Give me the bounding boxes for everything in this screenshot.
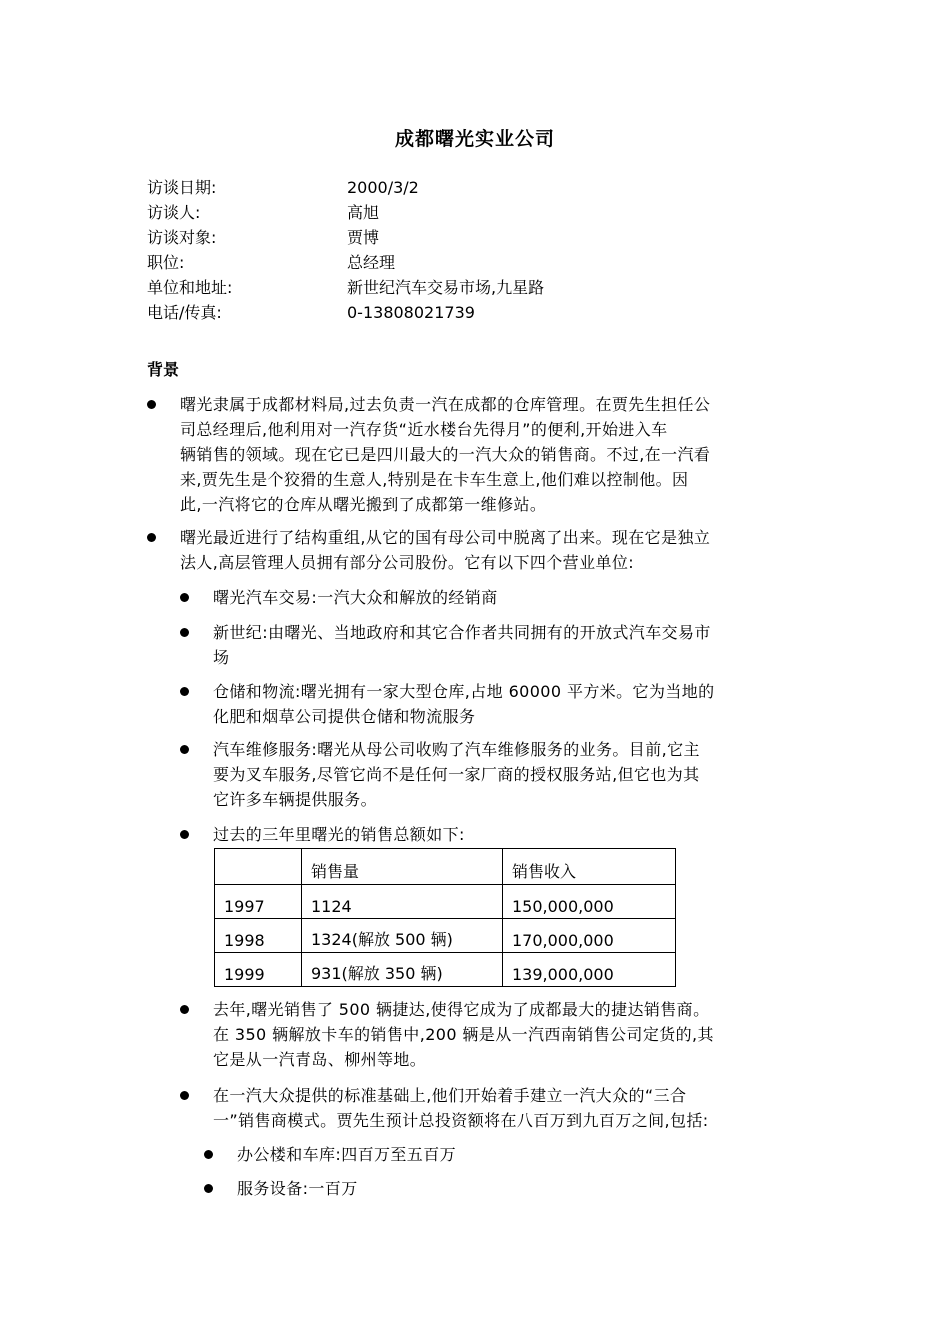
bullet-line: 去年,曙光销售了 500 辆捷达,使得它成为了成都最大的捷达销售商。 xyxy=(213,1000,710,1019)
table-cell-revenue: 139,000,000 xyxy=(503,953,676,987)
bullet-dot-icon xyxy=(180,628,189,637)
table-cell-volume: 1124 xyxy=(302,885,503,919)
bullet-line: 在一汽大众提供的标准基础上,他们开始着手建立一汽大众的“三合 xyxy=(213,1086,687,1105)
table-row xyxy=(215,885,676,919)
table-row xyxy=(215,953,676,987)
bullet-text xyxy=(213,585,813,610)
bullet-dot-icon xyxy=(180,1005,189,1014)
bullet-dot-icon xyxy=(180,687,189,696)
bullet-line: 曙光隶属于成都材料局,过去负责一汽在成都的仓库管理。在贾先生担任公 xyxy=(180,395,711,414)
meta-row-address xyxy=(147,275,747,300)
meta-value: 高旭 xyxy=(347,203,380,222)
table-cell-year: 1997 xyxy=(215,885,302,919)
meta-label: 访谈人: xyxy=(147,203,201,222)
bullet-dot-icon xyxy=(147,533,156,542)
bullet-line: 在 350 辆解放卡车的销售中,200 辆是从一汽西南销售公司定货的,其 xyxy=(213,1025,714,1044)
bullet-line: 司总经理后,他利用对一汽存货“近水楼台先得月”的便利,开始进入车 xyxy=(180,420,668,439)
meta-value: 贾博 xyxy=(347,228,380,247)
bullet-dot-icon xyxy=(204,1184,213,1193)
table-cell-year: 1998 xyxy=(215,919,302,953)
table-cell-revenue: 170,000,000 xyxy=(503,919,676,953)
bullet-text xyxy=(237,1142,817,1167)
bullet-line: 过去的三年里曙光的销售总额如下: xyxy=(213,825,465,844)
bullet-line: 要为叉车服务,尽管它尚不是任何一家厂商的授权服务站,但它也为其 xyxy=(213,765,700,784)
meta-label: 访谈日期: xyxy=(147,178,217,197)
meta-value: 总经理 xyxy=(347,253,396,272)
bullet-line: 办公楼和车库:四百万至五百万 xyxy=(237,1145,456,1164)
bullet-text xyxy=(213,997,823,1072)
bullet-line: 仓储和物流:曙光拥有一家大型仓库,占地 60000 平方米。它为当地的 xyxy=(213,682,715,701)
meta-row-date xyxy=(147,175,747,200)
bullet-line: 辆销售的领域。现在它已是四川最大的一汽大众的销售商。不过,在一汽看 xyxy=(180,445,711,464)
bullet-line: 曙光汽车交易:一汽大众和解放的经销商 xyxy=(213,588,498,607)
meta-label: 单位和地址: xyxy=(147,278,233,297)
table-cell-volume: 1324(解放 500 辆) xyxy=(302,919,503,953)
bullet-dot-icon xyxy=(180,830,189,839)
bullet-line: 化肥和烟草公司提供仓储和物流服务 xyxy=(213,707,476,726)
bullet-text xyxy=(213,1083,833,1133)
bullet-line: 新世纪:由曙光、当地政府和其它合作者共同拥有的开放式汽车交易市 xyxy=(213,623,711,642)
table-header-row xyxy=(215,849,676,885)
table-header-cell: 销售量 xyxy=(302,849,503,885)
sales-table xyxy=(214,848,676,987)
bullet-dot-icon xyxy=(204,1150,213,1159)
bullet-line: 它是从一汽青岛、柳州等地。 xyxy=(213,1050,427,1069)
section-heading-background: 背景 xyxy=(147,360,180,379)
bullet-line: 汽车维修服务:曙光从母公司收购了汽车维修服务的业务。目前,它主 xyxy=(213,740,700,759)
bullet-line: 服务设备:一百万 xyxy=(237,1179,358,1198)
bullet-text xyxy=(213,822,813,847)
bullet-dot-icon xyxy=(180,745,189,754)
bullet-text xyxy=(213,737,813,812)
meta-value: 0-13808021739 xyxy=(347,303,475,322)
bullet-text xyxy=(237,1176,817,1201)
bullet-text xyxy=(213,620,813,670)
meta-row-position xyxy=(147,250,747,275)
table-header-cell xyxy=(215,849,302,885)
bullet-line: 一”销售商模式。贾先生预计总投资额将在八百万到九百万之间,包括: xyxy=(213,1111,709,1130)
bullet-text xyxy=(180,392,820,517)
meta-row-interviewee xyxy=(147,225,747,250)
document-title: 成都曙光实业公司 xyxy=(394,128,555,150)
table-cell-revenue: 150,000,000 xyxy=(503,885,676,919)
table-row xyxy=(215,919,676,953)
bullet-line: 此,一汽将它的仓库从曙光搬到了成都第一维修站。 xyxy=(180,495,547,514)
bullet-text xyxy=(213,679,813,729)
interview-meta xyxy=(147,175,747,325)
bullet-line: 曙光最近进行了结构重组,从它的国有母公司中脱离了出来。现在它是独立 xyxy=(180,528,711,547)
table-header-cell: 销售收入 xyxy=(503,849,676,885)
meta-value: 新世纪汽车交易市场,九星路 xyxy=(347,278,545,297)
meta-row-phone xyxy=(147,300,747,325)
meta-row-interviewer xyxy=(147,200,747,225)
meta-label: 电话/传真: xyxy=(147,303,222,322)
bullet-line: 它许多车辆提供服务。 xyxy=(213,790,378,809)
bullet-line: 法人,高层管理人员拥有部分公司股份。它有以下四个营业单位: xyxy=(180,553,635,572)
bullet-text xyxy=(180,525,820,575)
bullet-line: 场 xyxy=(213,648,230,667)
table-cell-volume: 931(解放 350 辆) xyxy=(302,953,503,987)
meta-value: 2000/3/2 xyxy=(347,178,419,197)
table-cell-year: 1999 xyxy=(215,953,302,987)
bullet-dot-icon xyxy=(180,1091,189,1100)
meta-label: 访谈对象: xyxy=(147,228,217,247)
bullet-dot-icon xyxy=(180,593,189,602)
bullet-line: 来,贾先生是个狡猾的生意人,特别是在卡车生意上,他们难以控制他。因 xyxy=(180,470,689,489)
bullet-dot-icon xyxy=(147,400,156,409)
meta-label: 职位: xyxy=(147,253,185,272)
